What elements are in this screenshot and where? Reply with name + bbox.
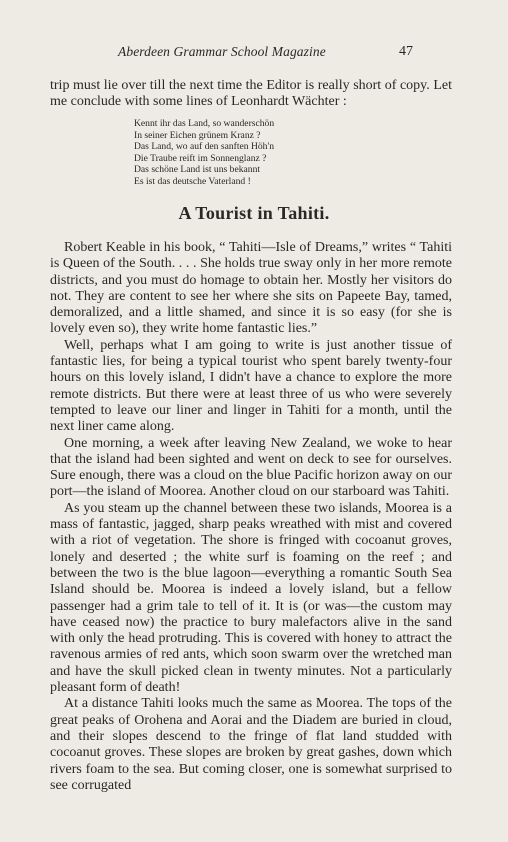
article-paragraph: Well, perhaps what I am going to write is just another tissue of fantastic lies, for being a typical tourist who spent barely twenty-four hours on this lovely island, I didn't have a chance to explore the more remote districts. But there were at least three of us who were severely tempted to leave our liner and linger in Tahiti for a month, until the next liner came along.	[50, 337, 452, 435]
article-body	[50, 240, 452, 794]
article-title: A Tourist in Tahiti.	[178, 203, 330, 223]
article-paragraph: Robert Keable in his book, “ Tahiti—Isle of Dreams,” writes “ Tahiti is Queen of the South. . . . She holds true sway only in her more remote districts, and you must do homage to obtain her. Mostly her visitors do not. They are content to see her where she sits on Papeete Bay, tamed, demoralized, and a little shamed, and since it is so easy (for she is lovely even so), they write home fantastic lies.”	[50, 240, 452, 337]
page-number: 47	[399, 44, 413, 59]
article-paragraph: At a distance Tahiti looks much the same as Moorea. The tops of the great peaks of Orohena and Aorai and the Diadem are buried in cloud, and their slopes descend to the fringe of flat land studded with cocoanut groves. These slopes are broken by great gashes, down which rivers foam to the sea. But coming closer, one is somewhat surprised to see corrugated	[50, 696, 452, 793]
poem-line: In seiner Eichen grünem Kranz ?	[134, 129, 261, 141]
poem-line: Das Land, wo auf den sanften Höh'n	[134, 141, 274, 153]
article-paragraph: One morning, a week after leaving New Zealand, we woke to hear that the island had been sighted and went on deck to see for ourselves. Sure enough, there was a cloud on the blue Pacific horizon away on our port—the island of Moorea. Another cloud on our starboard was Tahiti.	[50, 435, 452, 500]
poem	[134, 118, 274, 188]
poem-line: Kennt ihr das Land, so wanderschön	[134, 118, 275, 129]
intro-paragraph: trip must lie over till the next time the Editor is really short of copy. Let me conclude with some lines of Leonhardt Wächter :	[50, 78, 452, 110]
running-title: Aberdeen Grammar School Magazine	[118, 44, 326, 59]
poem-line: Das schöne Land ist uns bekannt	[134, 164, 261, 176]
article-paragraph: As you steam up the channel between these two islands, Moorea is a mass of fantastic, jagged, sharp peaks wreathed with mist and covered with a riot of vegetation. The shore is fringed with cocoanut groves, lonely and deserted ; the white surf is foaming on the reef ; and between the two is the blue lagoon—everything a romantic South Sea Island should be. Moorea is indeed a lovely island, but a fellow passenger had a grim tale to tell of it. It is (or was—the custom may have ceased now) the practice to bury malefactors alive in the sand with only the head protruding. This is covered with honey to attract the ravenous armies of red ants, which soon swarm over the wretched man and have the skull picked clean in twenty minutes. Not a particularly pleasant form of death!	[50, 500, 452, 696]
running-head	[0, 44, 508, 64]
poem-line: Es ist das deutsche Vaterland !	[134, 175, 251, 187]
intro-block	[50, 78, 452, 111]
poem-line: Die Traube reift im Sonnenglanz ?	[134, 152, 267, 164]
